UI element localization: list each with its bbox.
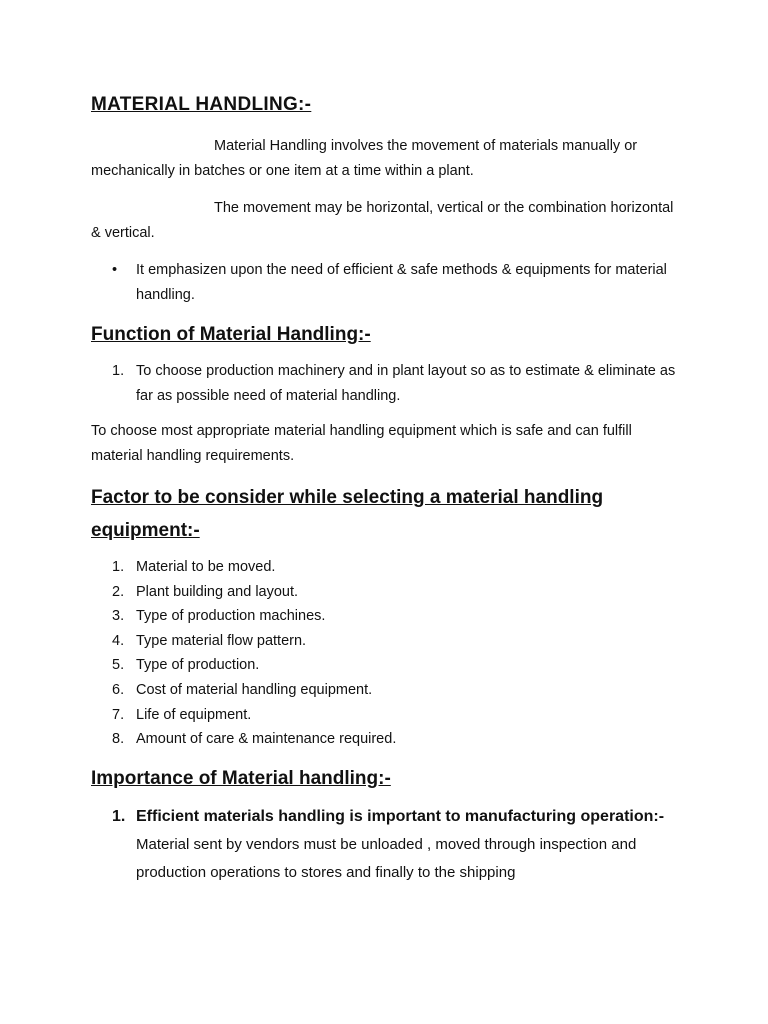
list-item [91,803,676,887]
list-item-text: Plant building and layout. [136,583,299,600]
intro-bullet-list [91,258,676,308]
factor-list [91,555,676,752]
list-item [91,678,676,703]
list-item-text: To choose production machinery and in plant layout so as to estimate & eliminate as far as possible need of material handling. [136,363,676,404]
intro-paragraph-1: Material Handling involves the movement of materials manually or mechanically in batches or one item at a time within a plant. [91,138,638,179]
factor-heading: Factor to be consider while selecting a material handling equipment:- [91,487,604,541]
list-number: 5. [112,657,125,674]
list-item [91,703,676,728]
list-item [91,359,676,409]
bullet-icon: • [112,262,118,278]
function-paragraph: To choose most appropriate material handling equipment which is safe and can fulfill material handling requirements. [91,423,632,464]
importance-list [91,803,676,887]
intro-paragraph-2: The movement may be horizontal, vertical or the combination horizontal & vertical. [91,200,674,241]
list-item-text: Type material flow pattern. [136,632,307,649]
list-number: 2. [112,583,125,600]
function-list [91,359,676,409]
list-item [91,629,676,654]
list-item-text: Cost of material handling equipment. [136,681,373,698]
list-item-lead: Efficient materials handling is important to manufacturing operation:- [136,807,665,825]
list-number: 1. [112,559,125,575]
list-item [91,555,676,580]
list-number: 6. [112,681,125,698]
page-title: MATERIAL HANDLING:- [91,94,312,115]
list-item-text: Material to be moved. [136,559,276,575]
list-number: 4. [112,632,125,649]
list-item [91,580,676,605]
list-item-text: Type of production machines. [136,608,326,625]
list-number: 8. [112,731,125,748]
list-item [91,727,676,752]
list-item-text: Life of equipment. [136,706,252,723]
list-number: 7. [112,706,125,723]
list-item [91,653,676,678]
list-number: 1. [112,807,126,825]
importance-heading: Importance of Material handling:- [91,767,391,789]
function-heading: Function of Material Handling:- [91,324,371,345]
list-item [91,604,676,629]
list-number: 1. [112,363,125,379]
list-item-text: Amount of care & maintenance required. [136,731,397,748]
list-item-text: Material sent by vendors must be unloaded , moved through inspection and production operations to stores and finally to the shipping [136,835,637,881]
list-item-text: Type of production. [136,657,260,674]
bullet-text: It emphasizen upon the need of efficient & safe methods & equipments for material handling. [136,262,667,303]
list-item [91,258,676,308]
list-number: 3. [112,608,125,625]
